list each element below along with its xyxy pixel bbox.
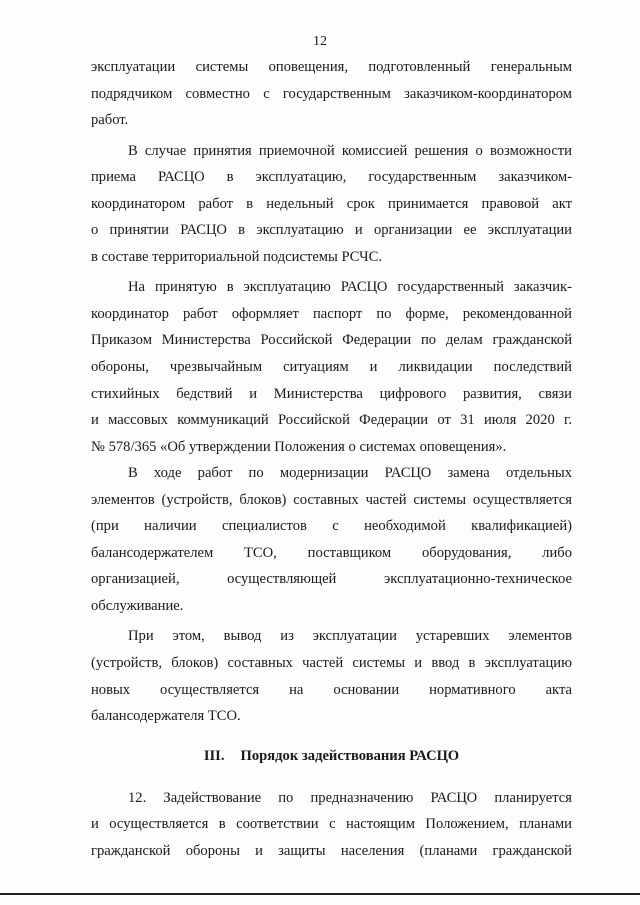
paragraph xyxy=(91,54,572,134)
text-line: приема РАСЦО в эксплуатацию, государственным заказчиком- xyxy=(91,169,572,186)
text-line: организацией, осуществляющей эксплуатационно-техническое xyxy=(91,571,572,588)
text-line: и осуществляется в соответствии с настоящим Положением, планами xyxy=(91,816,572,833)
page-number: 12 xyxy=(313,34,327,49)
text-line: о принятии РАСЦО в эксплуатацию и организации ее эксплуатации xyxy=(91,222,572,239)
paragraph xyxy=(91,138,572,271)
text-line: обслуживание. xyxy=(91,597,184,614)
section-number: III. xyxy=(203,747,225,764)
paragraph xyxy=(91,623,572,729)
text-line: гражданской обороны и защиты населения (планами гражданской xyxy=(91,842,572,859)
text-line: В случае принятия приемочной комиссией решения о возможности xyxy=(128,142,572,159)
page-bottom-edge xyxy=(0,893,640,895)
text-line: На принятую в эксплуатацию РАСЦО государственный заказчик- xyxy=(128,279,572,296)
text-line: Приказом Министерства Российской Федерации по делам гражданской xyxy=(91,332,572,349)
text-line: № 578/365 «Об утверждении Положения о системах оповещения». xyxy=(91,438,507,455)
text-line: и массовых коммуникаций Российской Федерации от 31 июля 2020 г. xyxy=(91,412,572,429)
paragraph xyxy=(91,785,572,865)
text-line: элементов (устройств, блоков) составных частей системы осуществляется xyxy=(91,491,572,508)
text-line: координатором работ в недельный срок принимается правовой акт xyxy=(91,195,572,212)
text-line: В ходе работ по модернизации РАСЦО замена отдельных xyxy=(128,465,572,482)
text-line: подрядчиком совместно с государственным заказчиком-координатором xyxy=(91,85,572,102)
text-line: работ. xyxy=(91,112,129,129)
text-line: стихийных бедствий и Министерства цифрового развития, связи xyxy=(91,385,572,402)
document-body xyxy=(91,54,572,864)
text-line: (устройств, блоков) составных частей системы и ввод в эксплуатацию xyxy=(91,655,572,672)
text-line: новых осуществляется на основании нормативного акта xyxy=(91,681,572,698)
paragraph xyxy=(91,274,572,460)
text-line: балансодержателем ТСО, поставщиком оборудования, либо xyxy=(91,544,572,561)
text-line: балансодержателя ТСО. xyxy=(91,708,241,725)
section-heading xyxy=(91,743,572,769)
paragraph xyxy=(91,460,572,619)
text-line: обороны, чрезвычайным ситуациям и ликвидации последствий xyxy=(91,359,572,376)
text-line: координатор работ оформляет паспорт по форме, рекомендованной xyxy=(91,305,572,322)
text-line: 12. Задействование по предназначению РАСЦО планируется xyxy=(128,789,572,806)
text-line: При этом, вывод из эксплуатации устаревших элементов xyxy=(128,628,572,645)
text-line: в составе территориальной подсистемы РСЧС. xyxy=(91,248,383,265)
section-title: Порядок задействования РАСЦО xyxy=(240,747,460,764)
text-line: эксплуатации системы оповещения, подготовленный генеральным xyxy=(91,59,572,75)
text-line: (при наличии специалистов с необходимой квалификацией) xyxy=(91,518,572,535)
